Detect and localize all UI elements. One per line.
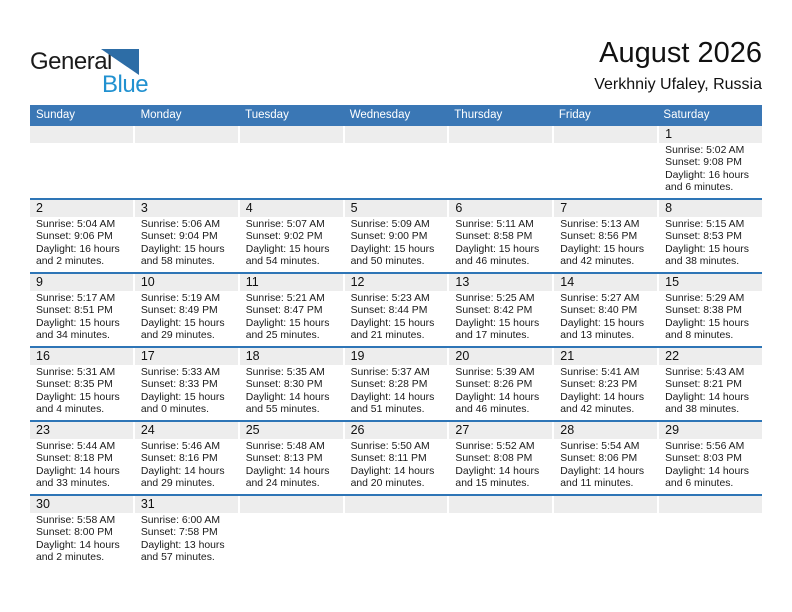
date-number: 1 [665,127,673,141]
date-strip [554,422,657,439]
daylight-line: Daylight: 14 hours and 24 minutes. [245,465,330,490]
day-cell-6 [449,200,552,272]
day-details [345,217,448,272]
date-number: 26 [350,423,365,437]
sunrise-line: Sunrise: 5:41 AM [560,367,640,378]
date-strip [30,274,133,291]
daylight-line: Daylight: 15 hours and 46 minutes. [455,243,540,268]
day-cell-18 [240,348,343,420]
day-cell-23 [30,422,133,494]
date-number: 11 [245,275,259,289]
day-details [659,291,762,346]
day-details [240,365,343,420]
date-number: 19 [350,349,365,363]
sunset-line: Sunset: 8:00 PM [36,527,113,539]
date-strip [30,200,133,217]
day-cell-13 [449,274,552,346]
date-number: 16 [36,349,50,363]
sunset-line: Sunset: 8:51 PM [36,305,113,317]
day-details [30,217,133,272]
day-cell-1 [659,126,762,198]
date-number: 21 [560,349,575,363]
daylight-line: Daylight: 14 hours and 2 minutes. [36,539,120,564]
sunrise-line: Sunrise: 5:21 AM [245,293,325,304]
date-strip [345,348,448,365]
date-strip [30,126,133,143]
sunrise-line: Sunrise: 5:25 AM [455,293,535,304]
sunset-line: Sunset: 9:00 PM [350,231,428,243]
sunrise-line: Sunrise: 5:39 AM [455,367,535,378]
sunset-line: Sunset: 8:03 PM [665,453,742,465]
date-strip [345,274,448,291]
logo-text-general: General [30,48,112,75]
date-number: 29 [665,423,680,437]
day-details [554,365,657,420]
daylight-line: Daylight: 15 hours and 42 minutes. [560,243,645,268]
date-strip [30,422,133,439]
day-cell-22 [659,348,762,420]
sunrise-line: Sunrise: 5:27 AM [560,293,640,304]
daylight-line: Daylight: 14 hours and 42 minutes. [560,391,645,416]
day-details [659,439,762,494]
day-details [240,513,343,568]
sunset-line: Sunset: 8:08 PM [455,453,533,465]
date-number: 7 [560,201,568,215]
sunset-line: Sunset: 8:44 PM [350,305,428,317]
sunrise-line: Sunrise: 5:43 AM [665,367,745,378]
sunset-line: Sunset: 8:49 PM [140,305,218,317]
date-strip [659,422,762,439]
daylight-line: Daylight: 15 hours and 0 minutes. [140,391,225,416]
date-strip [449,126,552,143]
day-details [554,513,657,568]
daylight-line: Daylight: 15 hours and 13 minutes. [560,317,645,342]
date-strip [554,496,657,513]
daylight-line: Daylight: 15 hours and 54 minutes. [245,243,330,268]
daylight-line: Daylight: 15 hours and 38 minutes. [665,243,749,268]
daylight-line: Daylight: 14 hours and 15 minutes. [455,465,540,490]
date-number: 12 [350,275,365,289]
day-cell-empty [554,496,657,568]
day-details [135,143,238,198]
sunset-line: Sunset: 9:08 PM [665,157,742,169]
day-details [30,513,133,568]
day-cell-8 [659,200,762,272]
day-cell-21 [554,348,657,420]
date-number: 6 [455,201,463,215]
calendar-weeks [30,126,762,568]
date-number: 27 [455,423,470,437]
day-details [135,513,238,568]
day-cell-14 [554,274,657,346]
sunset-line: Sunset: 8:18 PM [36,453,113,465]
sunrise-line: Sunrise: 5:44 AM [36,441,116,452]
day-details [659,365,762,420]
date-strip [554,348,657,365]
date-strip [135,200,238,217]
date-strip [449,200,552,217]
sunset-line: Sunset: 8:33 PM [140,379,218,391]
sunrise-line: Sunrise: 5:17 AM [36,293,116,304]
date-strip [345,200,448,217]
daylight-line: Daylight: 15 hours and 17 minutes. [455,317,540,342]
day-details [240,439,343,494]
sunrise-line: Sunrise: 5:02 AM [665,145,745,156]
date-number: 30 [36,497,50,511]
sunrise-line: Sunrise: 5:23 AM [350,293,430,304]
date-number: 23 [36,423,50,437]
day-cell-20 [449,348,552,420]
day-cell-9 [30,274,133,346]
date-strip [240,126,343,143]
date-strip [240,200,343,217]
daylight-line: Daylight: 14 hours and 55 minutes. [245,391,330,416]
sunrise-line: Sunrise: 6:00 AM [140,515,220,526]
sunrise-line: Sunrise: 5:50 AM [350,441,430,452]
week-row [30,494,762,568]
sunrise-line: Sunrise: 5:35 AM [245,367,325,378]
daylight-line: Daylight: 14 hours and 6 minutes. [665,465,749,490]
daylight-line: Daylight: 14 hours and 29 minutes. [140,465,225,490]
day-details [659,143,762,198]
day-cell-17 [135,348,238,420]
date-number: 28 [560,423,575,437]
sunrise-line: Sunrise: 5:54 AM [560,441,640,452]
weekday-thursday: Thursday [454,109,503,121]
week-row [30,126,762,198]
date-number: 9 [36,275,43,289]
sunset-line: Sunset: 8:13 PM [245,453,323,465]
date-number: 18 [245,349,260,363]
day-details [240,291,343,346]
date-number: 17 [140,349,155,363]
day-cell-25 [240,422,343,494]
page-title: August 2026 [599,37,762,69]
day-details [449,365,552,420]
day-cell-empty [449,126,552,198]
sunset-line: Sunset: 8:58 PM [455,231,533,243]
day-details [449,439,552,494]
weekday-wednesday: Wednesday [349,109,411,121]
date-strip [659,496,762,513]
day-details [554,143,657,198]
day-cell-28 [554,422,657,494]
day-cell-empty [240,496,343,568]
date-strip [659,348,762,365]
calendar-grid [30,105,762,568]
day-details [449,513,552,568]
date-number: 5 [350,201,358,215]
sunset-line: Sunset: 8:23 PM [560,379,638,391]
day-cell-30 [30,496,133,568]
day-cell-7 [554,200,657,272]
date-strip [240,274,343,291]
date-strip [449,348,552,365]
sunrise-line: Sunrise: 5:19 AM [140,293,220,304]
date-number: 15 [665,275,680,289]
day-cell-empty [449,496,552,568]
sunrise-line: Sunrise: 5:52 AM [455,441,535,452]
day-details [449,217,552,272]
daylight-line: Daylight: 15 hours and 8 minutes. [665,317,749,342]
day-cell-10 [135,274,238,346]
sunset-line: Sunset: 8:11 PM [350,453,427,465]
daylight-line: Daylight: 13 hours and 57 minutes. [140,539,225,564]
date-strip [135,422,238,439]
date-number: 8 [665,201,673,215]
sunset-line: Sunset: 8:28 PM [350,379,428,391]
day-details [135,365,238,420]
date-strip [345,422,448,439]
day-details [345,365,448,420]
day-details [240,217,343,272]
day-cell-empty [135,126,238,198]
week-row [30,420,762,494]
daylight-line: Daylight: 14 hours and 33 minutes. [36,465,120,490]
sunset-line: Sunset: 8:26 PM [455,379,533,391]
date-number: 10 [140,275,155,289]
day-details [30,291,133,346]
day-cell-31 [135,496,238,568]
weekday-sunday: Sunday [36,109,76,121]
sunrise-line: Sunrise: 5:58 AM [36,515,116,526]
day-details [659,513,762,568]
sunset-line: Sunset: 8:21 PM [665,379,742,391]
sunrise-line: Sunrise: 5:33 AM [140,367,220,378]
date-number: 3 [140,201,148,215]
date-strip [554,200,657,217]
day-cell-3 [135,200,238,272]
daylight-line: Daylight: 16 hours and 2 minutes. [36,243,120,268]
date-strip [659,274,762,291]
sunset-line: Sunset: 8:42 PM [455,305,533,317]
general-blue-logo [30,44,160,100]
date-number: 20 [455,349,470,363]
daylight-line: Daylight: 14 hours and 11 minutes. [560,465,645,490]
date-strip [30,348,133,365]
sunset-line: Sunset: 8:40 PM [560,305,638,317]
day-cell-19 [345,348,448,420]
date-number: 13 [455,275,470,289]
date-strip [240,496,343,513]
day-cell-empty [240,126,343,198]
day-details [659,217,762,272]
location-subtitle: Verkhniy Ufaley, Russia [594,76,762,93]
day-cell-empty [345,496,448,568]
day-cell-12 [345,274,448,346]
day-cell-16 [30,348,133,420]
date-strip [240,422,343,439]
date-number: 14 [560,275,575,289]
day-details [30,439,133,494]
daylight-line: Daylight: 15 hours and 50 minutes. [350,243,435,268]
date-strip [135,496,238,513]
sunrise-line: Sunrise: 5:11 AM [455,219,534,230]
day-details [135,217,238,272]
daylight-line: Daylight: 14 hours and 46 minutes. [455,391,540,416]
day-details [345,291,448,346]
day-cell-27 [449,422,552,494]
sunset-line: Sunset: 8:16 PM [140,453,218,465]
daylight-line: Daylight: 15 hours and 58 minutes. [140,243,225,268]
sunset-line: Sunset: 8:06 PM [560,453,638,465]
day-cell-15 [659,274,762,346]
date-number: 24 [140,423,155,437]
sunset-line: Sunset: 9:02 PM [245,231,323,243]
day-cell-5 [345,200,448,272]
day-details [30,143,133,198]
day-cell-empty [659,496,762,568]
logo-text-blue: Blue [102,71,149,98]
date-strip [659,200,762,217]
daylight-line: Daylight: 15 hours and 4 minutes. [36,391,120,416]
sunset-line: Sunset: 8:38 PM [665,305,742,317]
daylight-line: Daylight: 14 hours and 20 minutes. [350,465,435,490]
day-cell-11 [240,274,343,346]
daylight-line: Daylight: 15 hours and 29 minutes. [140,317,225,342]
sunset-line: Sunset: 8:53 PM [665,231,742,243]
daylight-line: Daylight: 16 hours and 6 minutes. [665,169,749,194]
day-cell-24 [135,422,238,494]
day-details [30,365,133,420]
date-number: 2 [36,201,43,215]
day-details [345,513,448,568]
daylight-line: Daylight: 15 hours and 34 minutes. [36,317,120,342]
date-strip [554,274,657,291]
week-row [30,346,762,420]
date-strip [449,422,552,439]
day-cell-2 [30,200,133,272]
day-details [345,143,448,198]
day-details [554,291,657,346]
sunrise-line: Sunrise: 5:56 AM [665,441,745,452]
sunrise-line: Sunrise: 5:13 AM [560,219,640,230]
date-strip [240,348,343,365]
date-strip [554,126,657,143]
day-cell-29 [659,422,762,494]
day-details [554,217,657,272]
date-strip [659,126,762,143]
weekday-friday: Friday [558,109,591,121]
sunrise-line: Sunrise: 5:37 AM [350,367,430,378]
date-number: 25 [245,423,260,437]
day-details [449,143,552,198]
week-row [30,198,762,272]
date-strip [449,496,552,513]
sunrise-line: Sunrise: 5:04 AM [36,219,116,230]
day-cell-empty [30,126,133,198]
date-strip [135,348,238,365]
weekday-monday: Monday [140,109,182,121]
sunrise-line: Sunrise: 5:15 AM [665,219,745,230]
sunrise-line: Sunrise: 5:29 AM [665,293,745,304]
week-row [30,272,762,346]
sunrise-line: Sunrise: 5:48 AM [245,441,325,452]
date-number: 4 [245,201,253,215]
weekday-tuesday: Tuesday [245,109,289,121]
date-strip [135,126,238,143]
daylight-line: Daylight: 15 hours and 25 minutes. [245,317,330,342]
day-details [135,439,238,494]
day-cell-26 [345,422,448,494]
sunset-line: Sunset: 9:06 PM [36,231,113,243]
date-strip [449,274,552,291]
day-details [554,439,657,494]
date-strip [30,496,133,513]
day-cell-4 [240,200,343,272]
sunset-line: Sunset: 9:04 PM [140,231,218,243]
day-cell-empty [554,126,657,198]
day-cell-empty [345,126,448,198]
sunrise-line: Sunrise: 5:46 AM [140,441,220,452]
day-details [449,291,552,346]
sunrise-line: Sunrise: 5:31 AM [36,367,116,378]
sunset-line: Sunset: 8:30 PM [245,379,323,391]
date-strip [135,274,238,291]
sunset-line: Sunset: 7:58 PM [140,527,218,539]
date-number: 31 [140,497,155,511]
day-details [240,143,343,198]
day-details [135,291,238,346]
weekday-header-row [30,105,762,126]
sunrise-line: Sunrise: 5:07 AM [245,219,325,230]
sunset-line: Sunset: 8:47 PM [245,305,323,317]
daylight-line: Daylight: 15 hours and 21 minutes. [350,317,435,342]
sunrise-line: Sunrise: 5:09 AM [350,219,430,230]
date-strip [345,496,448,513]
sunset-line: Sunset: 8:35 PM [36,379,113,391]
daylight-line: Daylight: 14 hours and 38 minutes. [665,391,749,416]
date-strip [345,126,448,143]
weekday-saturday: Saturday [663,109,710,121]
day-details [345,439,448,494]
sunset-line: Sunset: 8:56 PM [560,231,638,243]
date-number: 22 [665,349,680,363]
sunrise-line: Sunrise: 5:06 AM [140,219,220,230]
daylight-line: Daylight: 14 hours and 51 minutes. [350,391,435,416]
